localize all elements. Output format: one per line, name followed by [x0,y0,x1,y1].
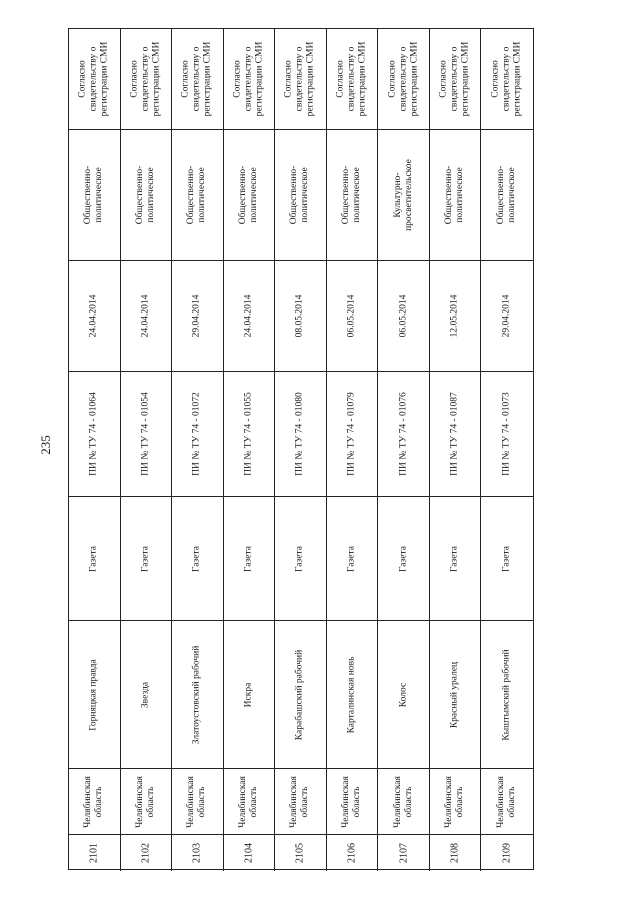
media-type-cell [121,496,172,620]
topic-cell-text: Общественно-политическое [83,165,105,225]
reg-number-cell [481,371,533,496]
table-row [275,29,327,871]
title-cell [121,620,172,768]
reg-number-cell [69,371,120,496]
date-cell-text: 24.04.2014 [140,294,151,338]
title-cell [430,620,481,768]
row-number-cell [481,834,533,871]
reg-number-cell-text: ПИ № ТУ 74 - 01076 [398,392,409,476]
title-cell-text: Колос [398,682,409,707]
reg-number-cell-text: ПИ № ТУ 74 - 01079 [346,392,357,476]
date-cell [378,260,429,371]
region-cell [69,768,120,834]
title-cell-text: Искра [243,682,254,707]
note-cell-text: Согласно свидетельству о регистрации СМИ [77,41,110,117]
date-cell-text: 29.04.2014 [501,294,512,338]
region-cell-text: Челябинская область [83,775,105,828]
row-number-cell-text: 2109 [501,843,513,863]
row-number-cell [378,834,429,871]
table-row [69,29,121,871]
date-cell-text: 24.04.2014 [243,294,254,338]
row-number-cell-text: 2104 [243,843,255,863]
note-cell-text: Согласно свидетельству о регистрации СМИ [335,41,368,117]
date-cell [69,260,120,371]
title-cell [481,620,533,768]
reg-number-cell [275,371,326,496]
note-cell [275,29,326,129]
media-type-cell-text: Газета [398,545,409,572]
date-cell [121,260,172,371]
reg-number-cell-text: ПИ № ТУ 74 - 01064 [88,392,99,476]
title-cell [224,620,275,768]
title-cell-text: Карталинская новь [346,656,357,733]
row-number-cell [430,834,481,871]
note-cell-text: Согласно свидетельству о регистрации СМИ [387,41,420,117]
note-cell-text: Согласно свидетельству о регистрации СМИ [129,41,162,117]
region-cell [275,768,326,834]
note-cell [481,29,533,129]
reg-number-cell [378,371,429,496]
media-registry-table [68,28,534,870]
row-number-cell [224,834,275,871]
title-cell [378,620,429,768]
reg-number-cell [172,371,223,496]
media-type-cell [327,496,378,620]
date-cell-text: 12.05.2014 [449,294,460,338]
row-number-cell-text: 2103 [191,843,203,863]
date-cell-text: 06.05.2014 [346,294,357,338]
media-type-cell [224,496,275,620]
date-cell-text: 24.04.2014 [88,294,99,338]
topic-cell [172,129,223,260]
table-row [430,29,482,871]
region-cell-text: Челябинская область [134,775,156,828]
title-cell-text: Звезда [140,681,151,708]
note-cell-text: Согласно свидетельству о регистрации СМИ [438,41,471,117]
media-type-cell [69,496,120,620]
topic-cell [481,129,533,260]
reg-number-cell [121,371,172,496]
topic-cell-text: Общественно-политическое [186,165,208,225]
media-type-cell-text: Газета [449,545,460,572]
note-cell [69,29,120,129]
row-number-cell-text: 2101 [88,843,100,863]
page-number: 235 [38,435,53,455]
row-number-cell-text: 2105 [294,843,306,863]
reg-number-cell-text: ПИ № ТУ 74 - 01072 [191,392,202,476]
region-cell-text: Челябинская область [392,775,414,828]
table-row [224,29,276,871]
topic-cell-text: Общественно-политическое [289,165,311,225]
topic-cell [121,129,172,260]
region-cell-text: Челябинская область [444,775,466,828]
topic-cell-text: Общественно-политическое [444,165,466,225]
date-cell [224,260,275,371]
title-cell-text: Кыштымский рабочий [501,648,512,741]
region-cell-text: Челябинская область [186,775,208,828]
region-cell-text: Челябинская область [289,775,311,828]
topic-cell [224,129,275,260]
date-cell-text: 29.04.2014 [191,294,202,338]
topic-cell-text: Общественно-политическое [496,165,518,225]
media-type-cell-text: Газета [346,545,357,572]
note-cell [327,29,378,129]
topic-cell [430,129,481,260]
row-number-cell-text: 2106 [346,843,358,863]
topic-cell [69,129,120,260]
topic-cell-text: Общественно-политическое [238,165,259,225]
reg-number-cell [430,371,481,496]
media-type-cell [481,496,533,620]
media-type-cell [430,496,481,620]
date-cell-text: 08.05.2014 [295,294,306,338]
row-number-cell-text: 2108 [449,843,461,863]
reg-number-cell-text: ПИ № ТУ 74 - 01080 [295,392,306,476]
region-cell-text: Челябинская область [238,775,259,828]
row-number-cell-text: 2102 [140,843,152,863]
note-cell-text: Согласно свидетельству о регистрации СМИ [284,41,316,117]
reg-number-cell-text: ПИ № ТУ 74 - 01087 [449,392,460,476]
date-cell [327,260,378,371]
region-cell [481,768,533,834]
title-cell [275,620,326,768]
topic-cell [378,129,429,260]
table-row [327,29,379,871]
note-cell [172,29,223,129]
title-cell-text: Златоустовский рабочий [191,645,202,744]
title-cell [172,620,223,768]
region-cell [378,768,429,834]
table-row [481,29,533,871]
note-cell [430,29,481,129]
reg-number-cell-text: ПИ № ТУ 74 - 01073 [501,392,512,476]
table-row [172,29,224,871]
row-number-cell [275,834,326,871]
region-cell [121,768,172,834]
region-cell [327,768,378,834]
note-cell-text: Согласно свидетельству о регистрации СМИ [232,41,265,117]
media-type-cell-text: Газета [191,545,202,572]
media-type-cell-text: Газета [88,545,99,572]
media-type-cell [275,496,326,620]
region-cell [430,768,481,834]
date-cell [481,260,533,371]
topic-cell-text: Общественно-политическое [341,165,363,225]
date-cell [172,260,223,371]
region-cell [172,768,223,834]
reg-number-cell [327,371,378,496]
row-number-cell [69,834,120,871]
media-type-cell-text: Газета [243,545,254,572]
media-type-cell [378,496,429,620]
reg-number-cell-text: ПИ № ТУ 74 - 01054 [140,392,151,476]
reg-number-cell-text: ПИ № ТУ 74 - 01055 [243,392,254,476]
media-type-cell-text: Газета [501,545,512,572]
row-number-cell [121,834,172,871]
topic-cell [327,129,378,260]
media-type-cell [172,496,223,620]
note-cell [378,29,429,129]
note-cell-text: Согласно свидетельству о регистрации СМИ [490,41,523,117]
date-cell-text: 06.05.2014 [398,294,409,338]
row-number-cell-text: 2107 [397,843,409,863]
region-cell-text: Челябинская область [496,775,518,828]
date-cell [275,260,326,371]
media-type-cell-text: Газета [140,545,151,572]
topic-cell [275,129,326,260]
title-cell [327,620,378,768]
region-cell-text: Челябинская область [341,775,363,828]
note-cell [224,29,275,129]
title-cell [69,620,120,768]
row-number-cell [172,834,223,871]
row-number-cell [327,834,378,871]
topic-cell-text: Культурно-просветительское [392,159,414,231]
reg-number-cell [224,371,275,496]
title-cell-text: Карабашский рабочий [295,649,306,740]
table-row [121,29,173,871]
topic-cell-text: Общественно-политическое [134,165,156,225]
date-cell [430,260,481,371]
media-type-cell-text: Газета [295,545,306,572]
note-cell-text: Согласно свидетельству о регистрации СМИ [180,41,213,117]
title-cell-text: Красный уралец [449,661,460,728]
region-cell [224,768,275,834]
table-row [378,29,430,871]
note-cell [121,29,172,129]
title-cell-text: Горняцкая правда [88,658,99,731]
